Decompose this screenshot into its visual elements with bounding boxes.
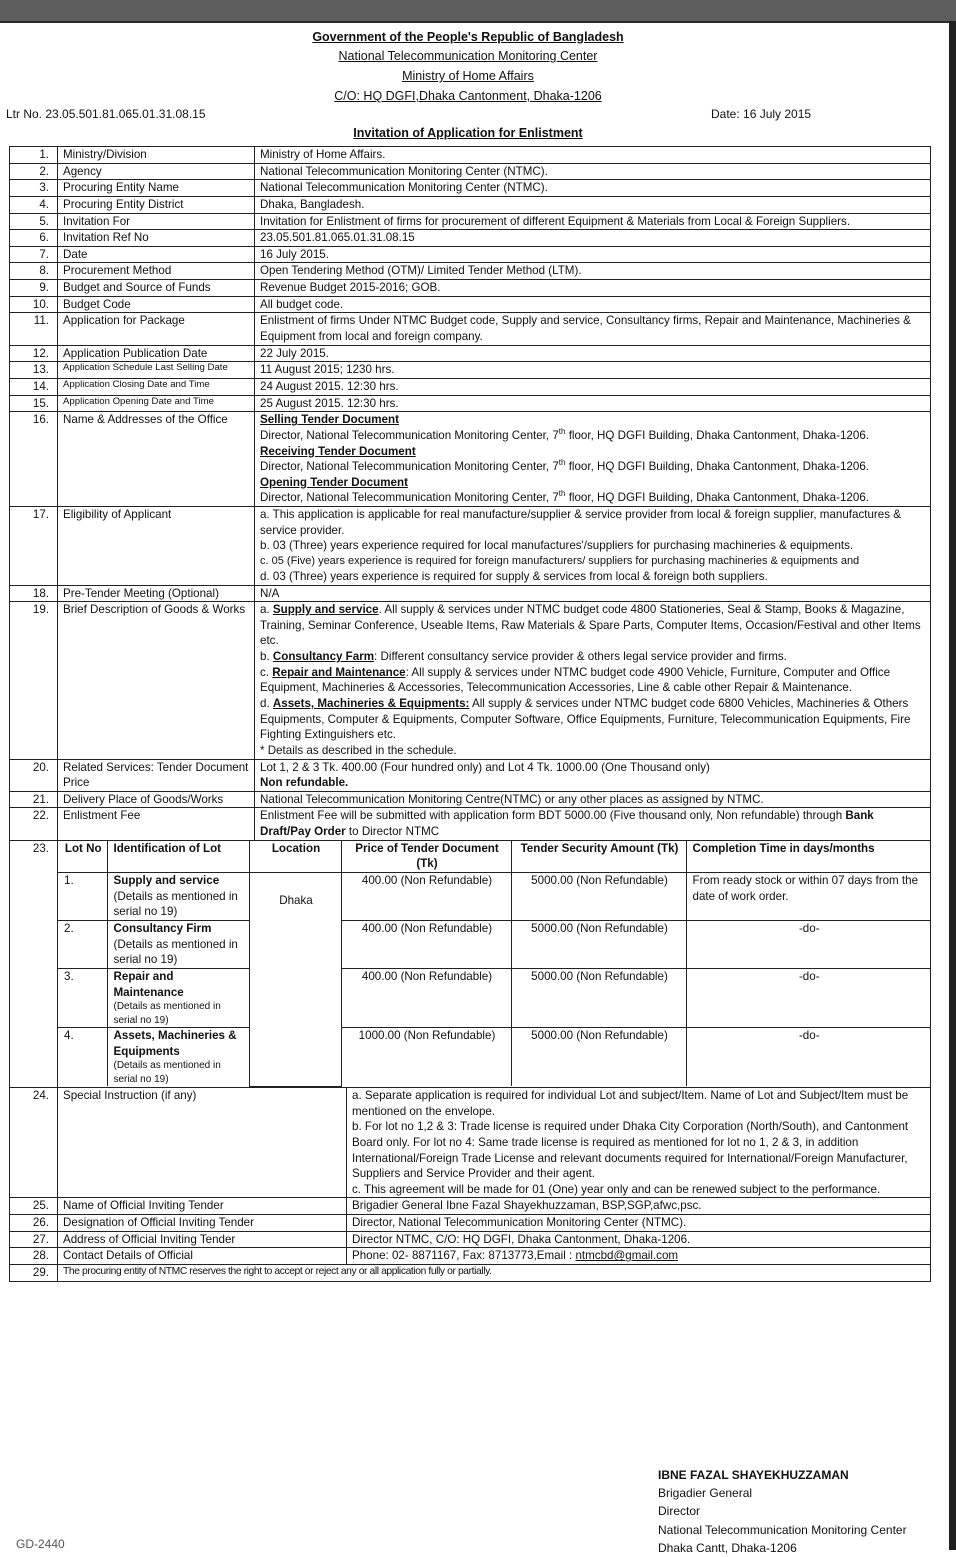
table-row	[10, 163, 931, 180]
lot-identification: Repair and Maintenance (Details as mentioned in serial no 19)	[107, 968, 249, 1027]
table-row	[10, 180, 931, 197]
goods-item-a: a. Supply and service. All supply & services under NTMC budget code 4800 Stationeries, Seal & Stamp, Books & Magazine, Training, Seminar Conference, Useable Items, Raw Materials & Spare Parts, Computer Items, Occasion/Festival and other Items etc.	[260, 603, 921, 648]
lots-header-security: Tender Security Amount (Tk)	[511, 841, 686, 873]
row-number: 8.	[10, 263, 58, 280]
table-row	[10, 585, 931, 602]
table-row	[10, 602, 931, 759]
row-value: 23.05.501.81.065.01.31.08.15	[255, 230, 931, 247]
row-number: 23.	[10, 840, 58, 1087]
row-label: Related Services: Tender Document Price	[58, 759, 255, 791]
eligibility-item: b. 03 (Three) years experience required for local manufactures'/suppliers for purchasing machineries & equipments.	[260, 539, 854, 553]
address-heading: C/O: HQ DGFI,Dhaka Cantonment, Dhaka-1206	[334, 89, 602, 103]
row-label: Procurement Method	[58, 263, 255, 280]
table-row	[10, 280, 931, 297]
row-label: Agency	[58, 163, 255, 180]
table-row	[10, 1198, 931, 1215]
row-label: Application for Package	[58, 313, 255, 345]
lot-identification: Supply and service (Details as mentioned in serial no 19)	[107, 873, 249, 921]
row-value: 11 August 2015; 1230 hrs.	[255, 362, 931, 379]
opening-heading: Opening Tender Document	[260, 475, 408, 489]
row-value: Open Tendering Method (OTM)/ Limited Tender Method (LTM).	[255, 263, 931, 280]
table-row	[10, 791, 931, 808]
row-value: Phone: 02- 8871167, Fax: 8713773,Email : ntmcbd@gmail.com	[347, 1248, 931, 1265]
row-label: Name & Addresses of the Office	[58, 412, 255, 507]
row-label: Invitation Ref No	[58, 230, 255, 247]
special-instructions	[347, 1087, 931, 1197]
goods-item-c: c. Repair and Maintenance: All supply & services under NTMC budget code 4900 Vehicle, Furniture, Computer and Office Equipment, Machineries & Accessories, Telecommunication Accessories, Line & cable other Repair & Maintenance.	[260, 665, 891, 695]
instruction-item: c. This agreement will be made for 01 (One) year only and can be renewed subject to the performance.	[352, 1182, 881, 1196]
row-value: 22 July 2015.	[255, 345, 931, 362]
row-value: N/A	[255, 585, 931, 602]
row-label: Pre-Tender Meeting (Optional)	[58, 585, 255, 602]
row-number: 18.	[10, 585, 58, 602]
document-title: Invitation of Application for Enlistment	[353, 126, 583, 140]
lot-security: 5000.00 (Non Refundable)	[511, 873, 686, 921]
table-row	[10, 196, 931, 213]
row-number: 29.	[10, 1264, 58, 1281]
signatory-title: Director	[658, 1504, 701, 1519]
lot-completion: -do-	[686, 920, 930, 968]
row-number: 27.	[10, 1231, 58, 1248]
table-row	[10, 313, 931, 345]
row-value: The procuring entity of NTMC reserves the right to accept or reject any or all application fully or partially.	[58, 1264, 931, 1281]
row-number: 21.	[10, 791, 58, 808]
row-number: 1.	[10, 147, 58, 164]
lot-number: 4.	[58, 1028, 107, 1087]
row-label: Application Publication Date	[58, 345, 255, 362]
top-border-bar	[0, 0, 956, 21]
table-row	[10, 507, 931, 585]
row-number: 10.	[10, 296, 58, 313]
signatory-name: IBNE FAZAL SHAYEKHUZZAMAN	[658, 1468, 849, 1482]
table-row	[10, 345, 931, 362]
instruction-item: a. Separate application is required for individual Lot and subject/Item. Name of Lot and Subject/Item must be mentioned on the envelope.	[352, 1088, 909, 1118]
government-heading: Government of the People's Republic of Bangladesh	[312, 30, 624, 44]
table-row	[10, 759, 931, 791]
row-value: Invitation for Enlistment of firms for procurement of different Equipment & Materials from Local & Foreign Suppliers.	[255, 213, 931, 230]
table-row	[10, 1087, 931, 1197]
table-row	[10, 1231, 931, 1248]
center-heading: National Telecommunication Monitoring Center	[338, 49, 598, 63]
row-number: 6.	[10, 230, 58, 247]
row-label: Enlistment Fee	[58, 808, 255, 840]
letter-date: Date: 16 July 2015	[711, 107, 812, 121]
row-label: Address of Official Inviting Tender	[58, 1231, 347, 1248]
row-number: 2.	[10, 163, 58, 180]
lot-number: 2.	[58, 920, 107, 968]
row-number: 7.	[10, 246, 58, 263]
lots-cell	[58, 840, 931, 1087]
lots-header-lot: Lot No	[58, 841, 107, 873]
lots-header-identification: Identification of Lot	[107, 841, 249, 873]
row-value: All budget code.	[255, 296, 931, 313]
invitation-table	[9, 146, 931, 1282]
lot-number: 1.	[58, 873, 107, 921]
row-value: Lot 1, 2 & 3 Tk. 400.00 (Four hundred only) and Lot 4 Tk. 1000.00 (One Thousand only) Non refundable.	[255, 759, 931, 791]
top-border-line	[0, 21, 956, 23]
row-label: Special Instruction (if any)	[58, 1087, 347, 1197]
table-row	[10, 1264, 931, 1281]
row-label: Eligibility of Applicant	[58, 507, 255, 585]
footer-code: GD-2440	[16, 1537, 65, 1551]
row-label: Procuring Entity District	[58, 196, 255, 213]
row-label: Budget and Source of Funds	[58, 280, 255, 297]
lots-table	[58, 841, 930, 1087]
row-value: National Telecommunication Monitoring Center (NTMC).	[255, 180, 931, 197]
row-value: Enlistment of firms Under NTMC Budget code, Supply and service, Consultancy firms, Repair and Maintenance, Machineries & Equipment from local and foreign company.	[255, 313, 931, 345]
row-number: 14.	[10, 378, 58, 395]
table-row	[10, 296, 931, 313]
lot-price: 400.00 (Non Refundable)	[341, 873, 511, 921]
row-number: 5.	[10, 213, 58, 230]
lot-row	[58, 968, 930, 1027]
goods-note: * Details as described in the schedule.	[260, 743, 457, 757]
row-number: 4.	[10, 196, 58, 213]
email-link[interactable]: ntmcbd@gmail.com	[575, 1249, 679, 1263]
row-label: Designation of Official Inviting Tender	[58, 1215, 347, 1232]
row-number: 24.	[10, 1087, 58, 1197]
row-label: Brief Description of Goods & Works	[58, 602, 255, 759]
letter-number: Ltr No. 23.05.501.81.065.01.31.08.15	[6, 107, 206, 121]
eligibility-list	[255, 507, 931, 585]
row-value: Dhaka, Bangladesh.	[255, 196, 931, 213]
receiving-address: Director, National Telecommunication Monitoring Center, 7th floor, HQ DGFI Building, Dhaka Cantonment, Dhaka-1206.	[260, 458, 869, 474]
row-label: Date	[58, 246, 255, 263]
goods-item-b: b. Consultancy Farm: Different consultancy service provider & others legal service provider and firms.	[260, 650, 787, 664]
row-value: 24 August 2015. 12:30 hrs.	[255, 378, 931, 395]
row-label: Ministry/Division	[58, 147, 255, 164]
office-addresses	[255, 412, 931, 507]
table-row	[10, 230, 931, 247]
row-label: Delivery Place of Goods/Works	[58, 791, 255, 808]
eligibility-item: c. 05 (Five) years experience is required for foreign manufacturers/ suppliers for purchasing machineries & equipments and	[260, 555, 860, 568]
row-value: Director NTMC, C/O: HQ DGFI, Dhaka Cantonment, Dhaka-1206.	[347, 1231, 931, 1248]
row-number: 3.	[10, 180, 58, 197]
lots-header-price: Price of Tender Document (Tk)	[341, 841, 511, 873]
row-number: 26.	[10, 1215, 58, 1232]
row-value: National Telecommunication Monitoring Center (NTMC).	[255, 163, 931, 180]
row-number: 13.	[10, 362, 58, 379]
row-number: 22.	[10, 808, 58, 840]
lot-price: 1000.00 (Non Refundable)	[341, 1028, 511, 1087]
table-row	[10, 808, 931, 840]
signatory-org: National Telecommunication Monitoring Center	[658, 1522, 907, 1537]
row-number: 12.	[10, 345, 58, 362]
signatory-location: Dhaka Cantt, Dhaka-1206	[658, 1540, 797, 1555]
lot-price: 400.00 (Non Refundable)	[341, 920, 511, 968]
table-row	[10, 412, 931, 507]
table-row	[10, 1215, 931, 1232]
row-number: 9.	[10, 280, 58, 297]
opening-address: Director, National Telecommunication Monitoring Center, 7th floor, HQ DGFI Building, Dhaka Cantonment, Dhaka-1206.	[260, 489, 869, 505]
lot-price: 400.00 (Non Refundable)	[341, 968, 511, 1027]
lots-header-completion: Completion Time in days/months	[686, 841, 930, 873]
lot-location: Dhaka	[249, 873, 341, 1087]
row-value: Brigadier General Ibne Fazal Shayekhuzzaman, BSP,SGP,afwc,psc.	[347, 1198, 931, 1215]
lot-identification: Consultancy Firm (Details as mentioned in serial no 19)	[107, 920, 249, 968]
row-value: 25 August 2015. 12:30 hrs.	[255, 395, 931, 412]
row-value: 16 July 2015.	[255, 246, 931, 263]
row-value: Revenue Budget 2015-2016; GOB.	[255, 280, 931, 297]
row-label: Application Opening Date and Time	[58, 395, 255, 412]
row-label: Budget Code	[58, 296, 255, 313]
row-number: 16.	[10, 412, 58, 507]
row-number: 17.	[10, 507, 58, 585]
lot-row	[58, 1028, 930, 1087]
table-row	[10, 1248, 931, 1265]
lot-row	[58, 873, 930, 921]
lot-security: 5000.00 (Non Refundable)	[511, 1028, 686, 1087]
lots-header-row	[58, 841, 930, 873]
lot-completion: -do-	[686, 968, 930, 1027]
row-value: Director, National Telecommunication Monitoring Center (NTMC).	[347, 1215, 931, 1232]
selling-heading: Selling Tender Document	[260, 413, 399, 427]
lot-completion: From ready stock or within 07 days from the date of work order.	[686, 873, 930, 921]
table-row	[10, 147, 931, 164]
row-number: 15.	[10, 395, 58, 412]
row-number: 25.	[10, 1198, 58, 1215]
table-row	[10, 213, 931, 230]
lot-security: 5000.00 (Non Refundable)	[511, 968, 686, 1027]
row-label: Name of Official Inviting Tender	[58, 1198, 347, 1215]
row-value: Enlistment Fee will be submitted with application form BDT 5000.00 (Five thousand only, Non refundable) through Bank Draft/Pay Order to Director NTMC	[255, 808, 931, 840]
row-value: Ministry of Home Affairs.	[255, 147, 931, 164]
row-label: Contact Details of Official	[58, 1248, 347, 1265]
table-row	[10, 378, 931, 395]
selling-address: Director, National Telecommunication Monitoring Center, 7th floor, HQ DGFI Building, Dhaka Cantonment, Dhaka-1206.	[260, 427, 869, 442]
table-row	[10, 246, 931, 263]
signature-block	[658, 1466, 907, 1557]
row-label: Procuring Entity Name	[58, 180, 255, 197]
lot-number: 3.	[58, 968, 107, 1027]
table-row	[10, 263, 931, 280]
receiving-heading: Receiving Tender Document	[260, 444, 416, 458]
row-label: Application Schedule Last Selling Date	[58, 362, 255, 379]
row-number: 20.	[10, 759, 58, 791]
row-number: 28.	[10, 1248, 58, 1265]
signatory-rank: Brigadier General	[658, 1486, 753, 1501]
lot-completion: -do-	[686, 1028, 930, 1087]
goods-description	[255, 602, 931, 759]
instruction-item: b. For lot no 1,2 & 3: Trade license is required under Dhaka City Corporation (North/South), and Cantonment Board only. For lot no 4: Same trade license is required as mentioned for lot no 1, 2 & 3, in addition International/Foreign Trade License and relevant documents required for International/Foreign Manufacturer, Suppliers and Service Provider and their agent.	[352, 1120, 909, 1181]
table-row	[10, 840, 931, 1087]
eligibility-item: d. 03 (Three) years experience is required for supply & services from local & foreign both suppliers.	[260, 569, 768, 583]
eligibility-item: a. This application is applicable for real manufacture/supplier & service provider from local & foreign supplier, manufactures & service provider.	[260, 508, 901, 537]
row-number: 11.	[10, 313, 58, 345]
row-label: Invitation For	[58, 213, 255, 230]
row-label: Application Closing Date and Time	[58, 378, 255, 395]
row-number: 19.	[10, 602, 58, 759]
table-row	[10, 395, 931, 412]
right-edge-shadow	[949, 21, 956, 1550]
goods-item-d: d. Assets, Machineries & Equipments: All supply & services under NTMC budget code 6800 Vehicles, Machineries & Others Equipments, Computer & Equipments, Computer Software, Office Equipments, Furniture, Telecommunication Equipments, Fire Fighting Extinguishers etc.	[260, 696, 911, 742]
table-row	[10, 362, 931, 379]
lot-security: 5000.00 (Non Refundable)	[511, 920, 686, 968]
row-value: National Telecommunication Monitoring Centre(NTMC) or any other places as assigned by NTMC.	[255, 791, 931, 808]
lot-identification: Assets, Machineries & Equipments (Details as mentioned in serial no 19)	[107, 1028, 249, 1087]
lot-row	[58, 920, 930, 968]
ministry-heading: Ministry of Home Affairs	[402, 69, 534, 83]
lots-header-location: Location	[249, 841, 341, 873]
